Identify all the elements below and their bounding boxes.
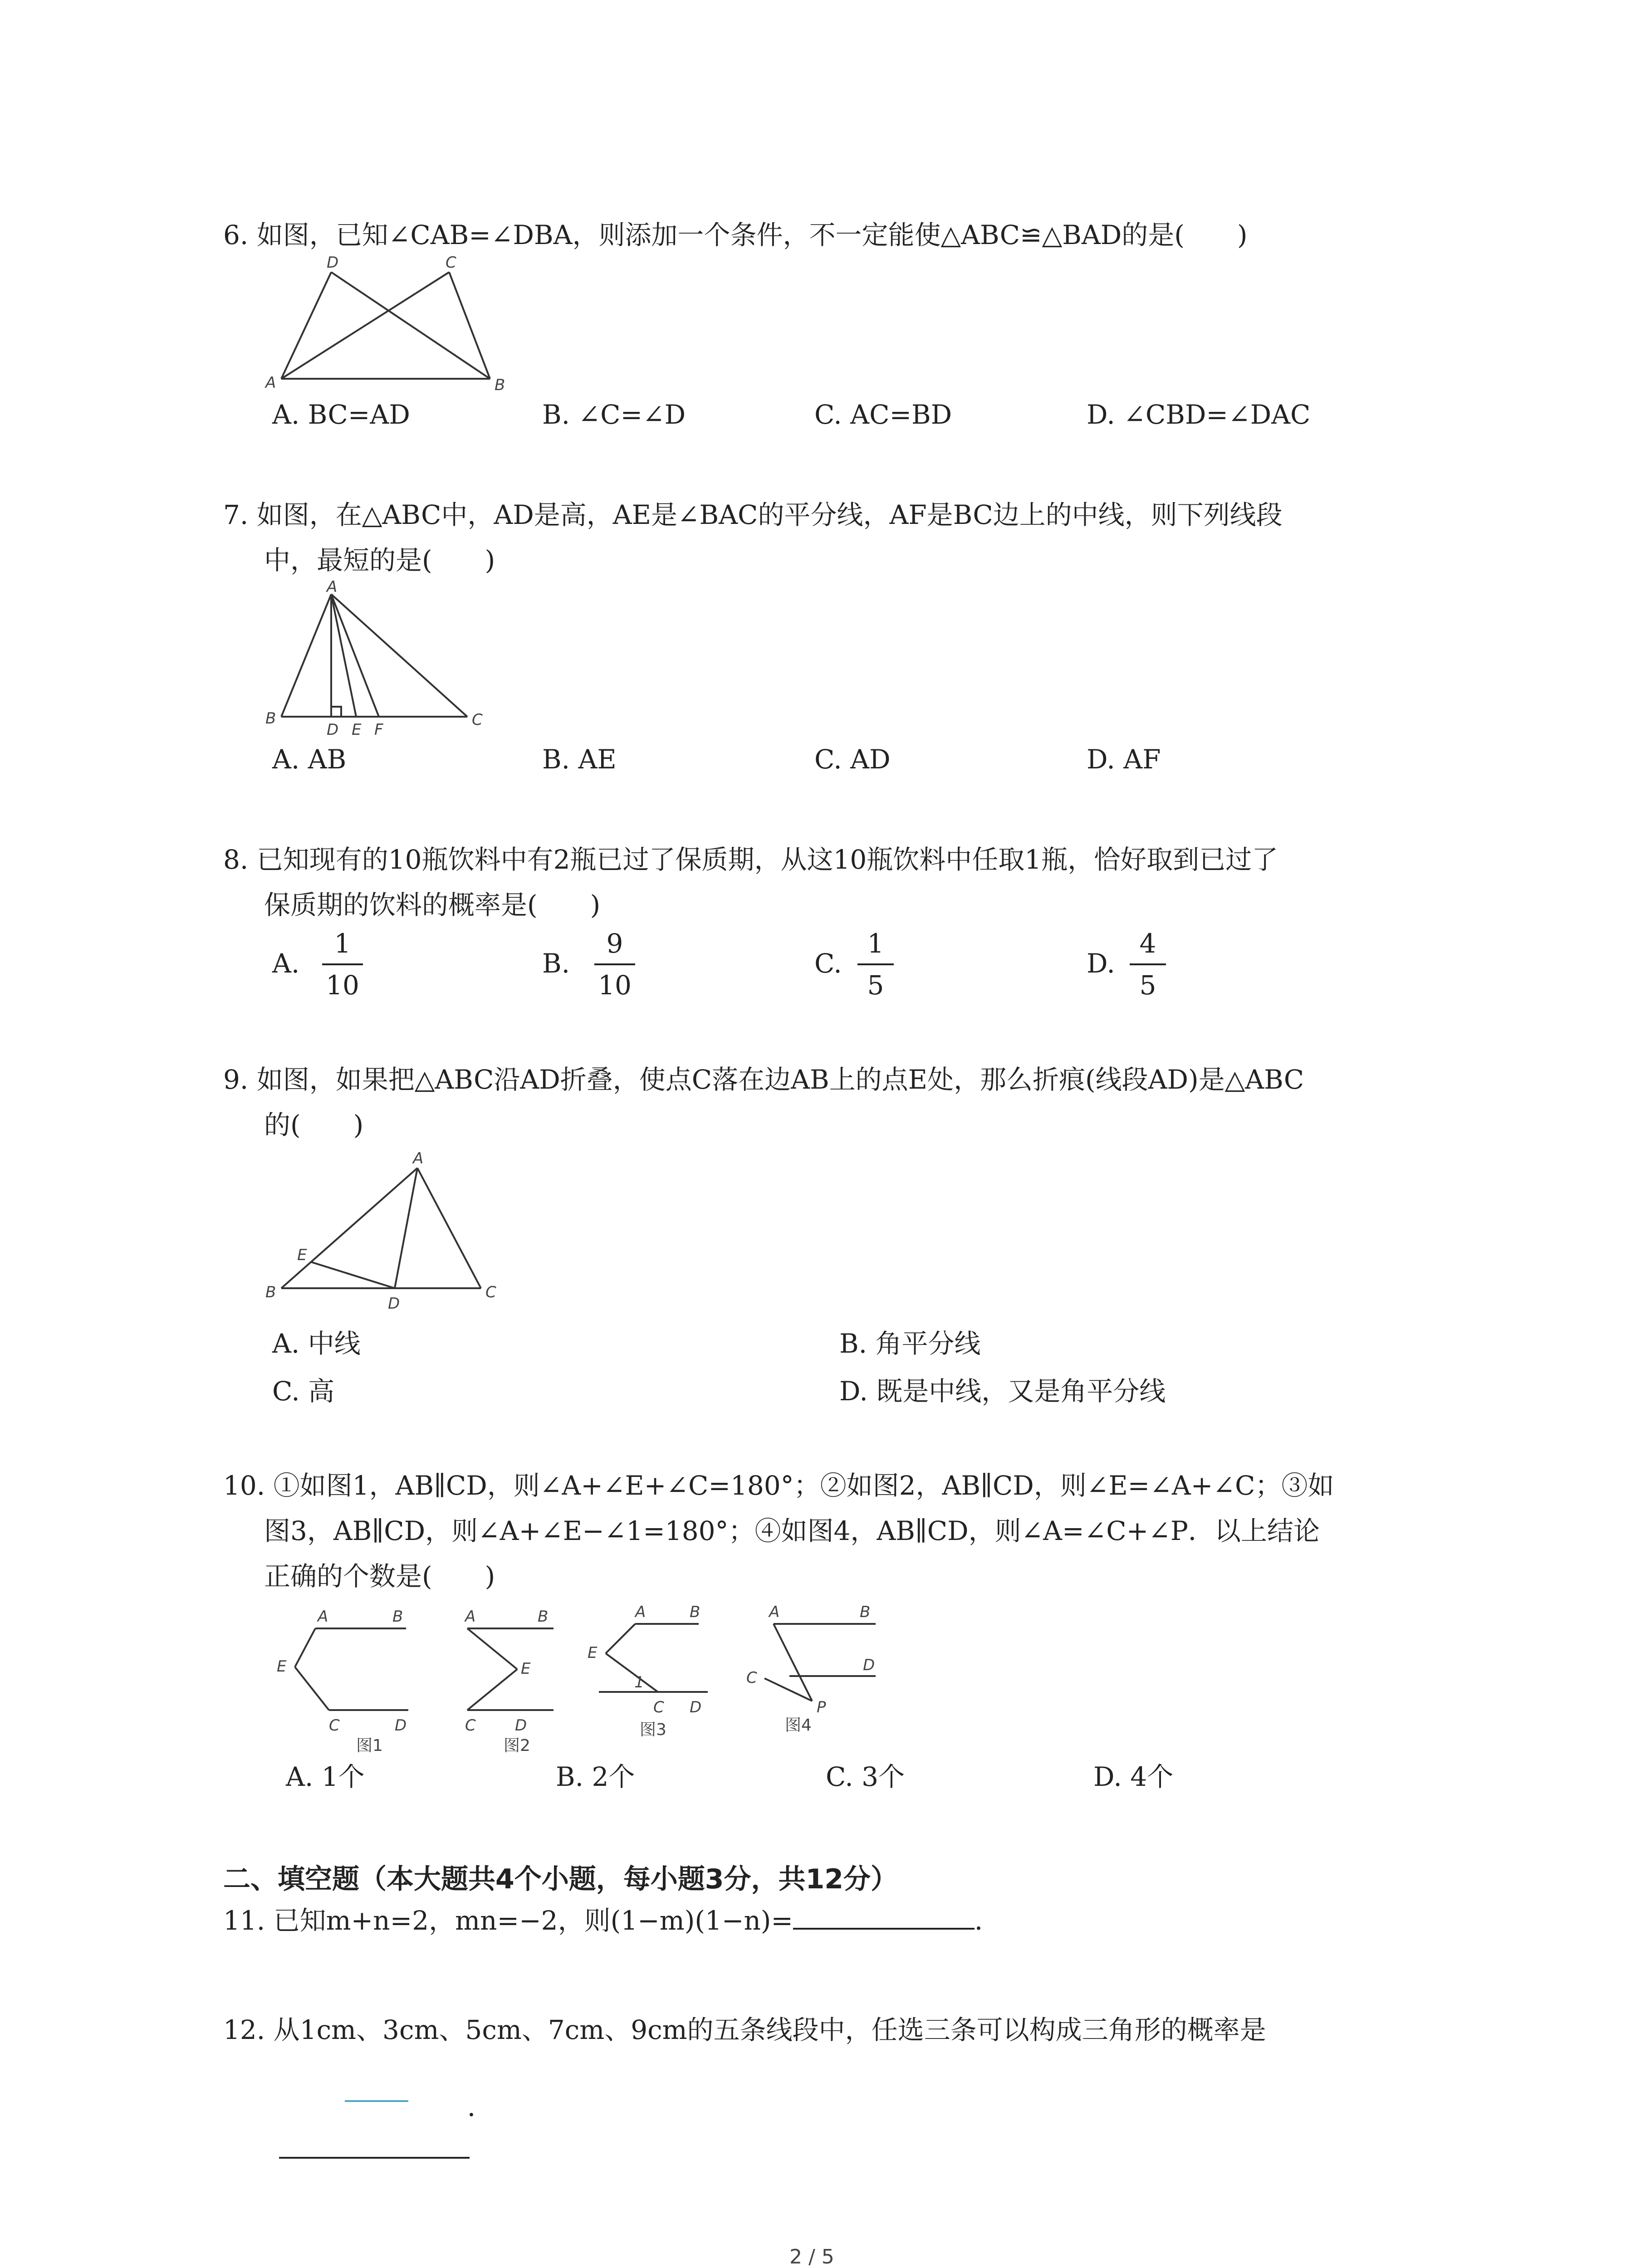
q10-fig3-label-e: E: [588, 1644, 598, 1662]
q8-option-d-fraction: [1125, 925, 1171, 1003]
q9-stem-line2: 的( ): [264, 1110, 364, 1140]
q10-fig1-label-e: E: [277, 1657, 287, 1676]
q10-fig4-label-d: D: [863, 1656, 875, 1674]
q10-option-d[interactable]: D. 4个: [1093, 1761, 1174, 1792]
q7-option-a[interactable]: A. AB: [272, 744, 347, 775]
q8-option-c-letter[interactable]: C.: [814, 948, 842, 979]
q10-figure-3: [585, 1597, 730, 1755]
q7-label-a: A: [327, 581, 338, 596]
q8-option-d-letter[interactable]: D.: [1087, 948, 1115, 979]
q8-stem-line1: 8. 已知现有的10瓶饮料中有2瓶已过了保质期，从这10瓶饮料中任取1瓶，恰好取到已过了: [223, 844, 1279, 875]
q6-option-b[interactable]: B. ∠C=∠D: [542, 399, 686, 430]
q7-stem-line2: 中，最短的是( ): [264, 545, 495, 576]
q8-stem-line2: 保质期的饮料的概率是( ): [264, 890, 601, 920]
q10-fig3-label-a: A: [635, 1603, 646, 1621]
q10-fig1-label-c: C: [329, 1716, 340, 1735]
q10-option-c[interactable]: C. 3个: [826, 1761, 905, 1792]
q12-stem: 12. 从1cm、3cm、5cm、7cm、9cm的五条线段中，任选三条可以构成三角形的概率是: [223, 2014, 1266, 2045]
section-2-title: 二、填空题（本大题共4个小题，每小题3分，共12分）: [223, 1863, 898, 1895]
q9-option-b[interactable]: B. 角平分线: [839, 1328, 981, 1359]
q10-fig4-label-c: C: [746, 1669, 757, 1687]
q12-answer-blank[interactable]: [279, 2157, 470, 2159]
q10-fig2-label-b: B: [538, 1608, 549, 1626]
q10-fig3-label-c: C: [653, 1698, 664, 1716]
q11-end: ．: [975, 1905, 1001, 1936]
q10-figure-1: [272, 1601, 422, 1760]
q8-option-a-numerator: 1: [334, 928, 351, 959]
q9-option-c[interactable]: C. 高: [272, 1376, 335, 1407]
q7-option-b[interactable]: B. AE: [542, 744, 617, 775]
q12-end: ．: [467, 2092, 494, 2122]
q10-fig4-label-b: B: [860, 1603, 871, 1621]
q6-option-a[interactable]: A. BC=AD: [272, 399, 410, 430]
q12-short-line: [345, 2100, 408, 2102]
q8-option-b-letter[interactable]: B.: [542, 948, 570, 979]
q8-option-c-numerator: 1: [867, 928, 884, 959]
q7-stem-line1: 7. 如图，在△ABC中，AD是高，AE是∠BAC的平分线，AF是BC边上的中线，则下列线段: [223, 499, 1283, 530]
q10-fig3-caption: 图3: [640, 1721, 666, 1739]
q11-stem: 11. 已知m+n=2，mn=−2，则(1−m)(1−n)=: [223, 1905, 794, 1936]
q9-label-c: C: [485, 1283, 496, 1301]
q9-label-a: A: [413, 1149, 424, 1168]
q6-option-c[interactable]: C. AC=BD: [814, 399, 952, 430]
q10-fig2-caption: 图2: [504, 1736, 530, 1755]
q9-label-e: E: [297, 1246, 307, 1264]
q8-option-a-letter[interactable]: A.: [272, 948, 300, 979]
q8-option-a-fraction: [318, 925, 367, 1003]
q8-option-b-fraction: [590, 925, 640, 1003]
q7-option-d[interactable]: D. AF: [1087, 744, 1161, 775]
q11-answer-blank[interactable]: [793, 1896, 975, 1930]
q10-stem-line1: 10. ①如图1，AB∥CD，则∠A+∠E+∠C=180°；②如图2，AB∥CD，则∠E=∠A+∠C；③如: [223, 1470, 1334, 1501]
q6-label-a: A: [265, 374, 276, 392]
q10-figure-2: [449, 1601, 572, 1760]
q10-fig2-label-d: D: [515, 1716, 527, 1735]
q6-label-c: C: [446, 254, 456, 272]
q8-option-a-denominator: 10: [326, 970, 359, 1001]
q7-label-d: D: [327, 721, 339, 739]
q7-option-c[interactable]: C. AD: [814, 744, 891, 775]
q7-label-b: B: [265, 709, 276, 728]
q10-fig1-label-b: B: [392, 1608, 403, 1626]
q8-option-b-numerator: 9: [606, 928, 623, 959]
q9-stem-line1: 9. 如图，如果把△ABC沿AD折叠，使点C落在边AB上的点E处，那么折痕(线段AD)是△ABC: [223, 1064, 1304, 1095]
q8-option-d-denominator: 5: [1139, 970, 1156, 1001]
q10-fig4-label-p: P: [817, 1698, 826, 1716]
q9-option-a[interactable]: A. 中线: [272, 1328, 361, 1359]
q8-option-c-fraction: [853, 925, 898, 1003]
q10-fig4-label-a: A: [769, 1603, 780, 1621]
q10-fig1-label-a: A: [318, 1608, 328, 1626]
q10-fig1-label-d: D: [395, 1716, 407, 1735]
q6-option-d[interactable]: D. ∠CBD=∠DAC: [1087, 399, 1311, 430]
q7-label-c: C: [472, 711, 483, 729]
q10-fig2-label-a: A: [465, 1608, 476, 1626]
q9-label-b: B: [265, 1283, 276, 1301]
q9-label-d: D: [388, 1295, 400, 1313]
q11: [223, 1896, 1001, 1943]
q7-label-f: F: [374, 721, 383, 739]
q10-fig3-label-d: D: [690, 1698, 702, 1716]
q10-fig3-label-1: 1: [634, 1673, 644, 1691]
q8-option-d-numerator: 4: [1139, 928, 1156, 959]
q7-figure: [259, 581, 504, 739]
q9-option-d[interactable]: D. 既是中线，又是角平分线: [839, 1376, 1166, 1407]
q6-label-d: D: [327, 254, 339, 272]
q10-fig4-caption: 图4: [785, 1716, 812, 1735]
q10-option-a[interactable]: A. 1个: [286, 1761, 365, 1792]
q7-label-e: E: [352, 721, 362, 739]
q8-option-b-denominator: 10: [598, 970, 632, 1001]
q10-fig1-caption: 图1: [356, 1736, 383, 1755]
q10-stem-line3: 正确的个数是( ): [264, 1561, 495, 1592]
q9-figure: [259, 1143, 513, 1315]
q8-option-c-denominator: 5: [867, 970, 884, 1001]
q6-stem: 6. 如图，已知∠CAB=∠DBA，则添加一个条件，不一定能使△ABC≌△BAD的是( ): [223, 220, 1248, 250]
page-number: 2 / 5: [789, 2245, 834, 2268]
q10-fig2-label-c: C: [465, 1716, 476, 1735]
q10-option-b[interactable]: B. 2个: [556, 1761, 635, 1792]
q6-figure: [263, 252, 526, 397]
q6-label-b: B: [495, 376, 505, 394]
q10-figure-4: [740, 1597, 903, 1755]
q10-fig3-label-b: B: [690, 1603, 700, 1621]
q10-fig2-label-e: E: [521, 1660, 531, 1678]
q10-stem-line2: 图3，AB∥CD，则∠A+∠E−∠1=180°；④如图4，AB∥CD，则∠A=∠C+∠P．以上结论: [264, 1515, 1320, 1546]
